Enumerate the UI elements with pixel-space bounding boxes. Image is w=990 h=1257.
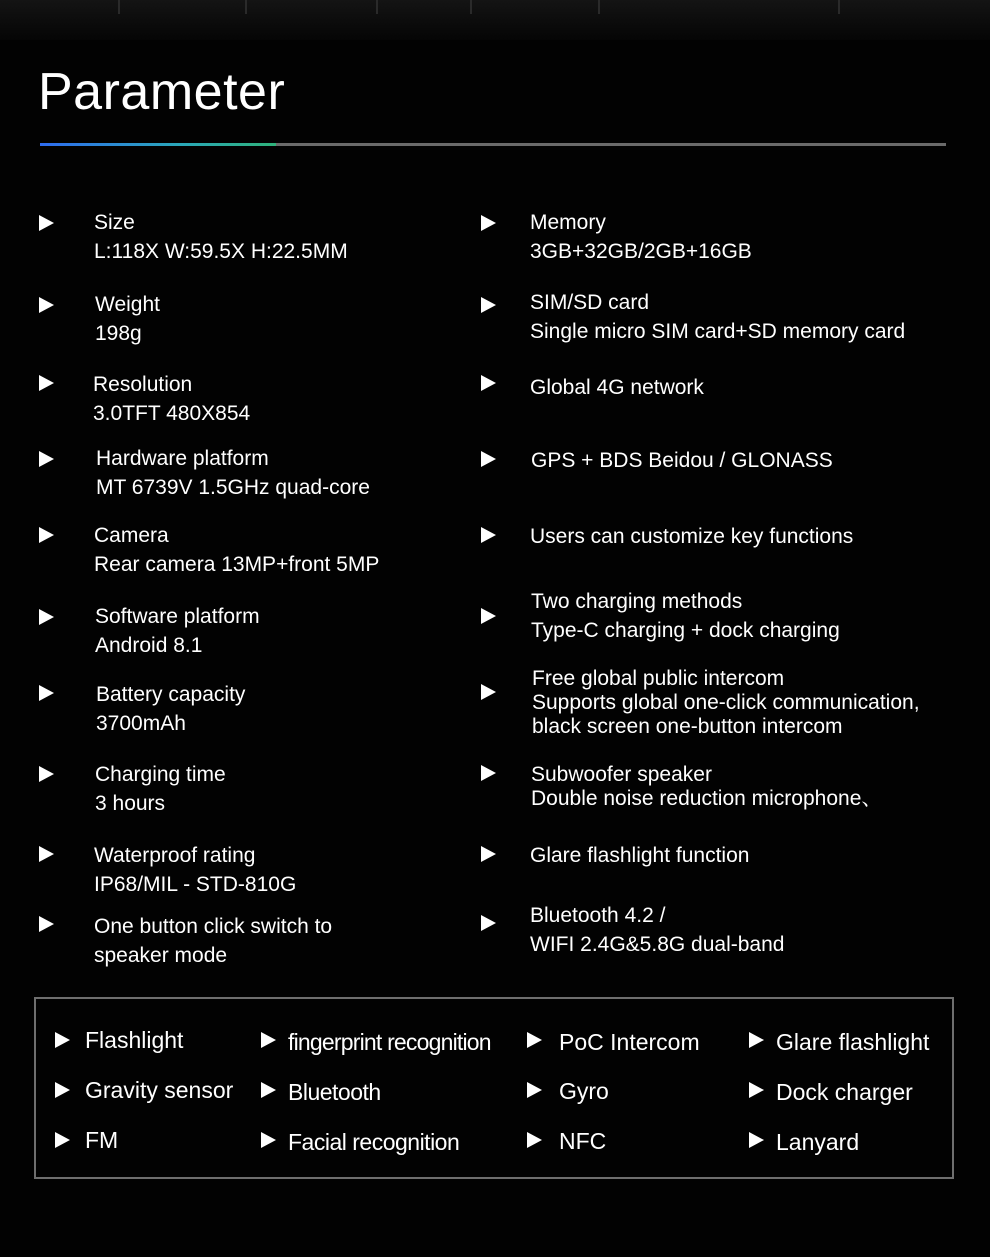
spec-label: Glare flashlight function	[530, 844, 750, 867]
spec-value: Single micro SIM card+SD memory card	[530, 320, 906, 343]
spec-value: Android 8.1	[95, 634, 203, 657]
bullet-arrow-icon	[39, 527, 54, 543]
bullet-arrow-icon	[481, 375, 496, 391]
feature-label: PoC Intercom	[559, 1029, 700, 1055]
feature-label: Glare flashlight	[776, 1029, 930, 1055]
feature-box	[34, 997, 954, 1179]
bullet-arrow-icon	[39, 685, 54, 701]
title-underline-accent	[40, 143, 276, 146]
bullet-arrow-icon	[39, 766, 54, 782]
bullet-arrow-icon	[481, 608, 496, 624]
spec-value: Double noise reduction microphone、	[531, 787, 883, 810]
bullet-arrow-icon	[39, 451, 54, 467]
spec-label: Weight	[95, 293, 160, 316]
spec-value: 198g	[95, 322, 142, 345]
feature-label: Facial recognition	[288, 1129, 460, 1155]
spec-label: Free global public intercom	[532, 667, 785, 690]
spec-label: Hardware platform	[96, 447, 269, 470]
spec-value: 3GB+32GB/2GB+16GB	[530, 240, 752, 263]
spec-value: speaker mode	[94, 944, 228, 967]
bullet-arrow-icon	[261, 1032, 276, 1048]
top-photo-strip	[0, 0, 990, 40]
bullet-arrow-icon	[55, 1082, 70, 1098]
feature-label: fingerprint recognition	[288, 1029, 491, 1055]
bullet-arrow-icon	[481, 684, 496, 700]
bullet-arrow-icon	[527, 1082, 542, 1098]
bullet-arrow-icon	[749, 1032, 764, 1048]
bullet-arrow-icon	[481, 915, 496, 931]
feature-label: Gravity sensor	[85, 1077, 234, 1103]
bullet-arrow-icon	[481, 765, 496, 781]
bullet-arrow-icon	[481, 297, 496, 313]
bullet-arrow-icon	[481, 215, 496, 231]
spec-value: 3 hours	[95, 792, 166, 815]
spec-label: Size	[94, 211, 135, 234]
bullet-arrow-icon	[39, 297, 54, 313]
feature-label: Gyro	[559, 1078, 609, 1104]
spec-label: Waterproof rating	[94, 844, 256, 867]
spec-label: Subwoofer speaker	[531, 763, 712, 786]
spec-value: MT 6739V 1.5GHz quad-core	[96, 476, 370, 499]
bullet-arrow-icon	[39, 846, 54, 862]
spec-label: One button click switch to	[94, 915, 333, 938]
spec-value: L:118X W:59.5X H:22.5MM	[94, 240, 348, 263]
spec-label: Memory	[530, 211, 606, 234]
bullet-arrow-icon	[481, 527, 496, 543]
feature-label: Flashlight	[85, 1027, 184, 1053]
spec-label: Software platform	[95, 605, 260, 628]
bullet-arrow-icon	[39, 916, 54, 932]
spec-label: Battery capacity	[96, 683, 246, 706]
feature-label: FM	[85, 1127, 119, 1153]
feature-label: NFC	[559, 1128, 607, 1154]
bullet-arrow-icon	[261, 1132, 276, 1148]
spec-value: WIFI 2.4G&5.8G dual-band	[530, 933, 785, 956]
bullet-arrow-icon	[55, 1132, 70, 1148]
title-underline	[40, 143, 946, 146]
spec-label: Two charging methods	[531, 590, 743, 613]
bullet-arrow-icon	[527, 1132, 542, 1148]
feature-label: Lanyard	[776, 1129, 860, 1155]
spec-value: 3.0TFT 480X854	[93, 402, 251, 425]
bullet-arrow-icon	[261, 1082, 276, 1098]
spec-label: SIM/SD card	[530, 291, 650, 314]
spec-value: 3700mAh	[96, 712, 186, 735]
bullet-arrow-icon	[749, 1082, 764, 1098]
feature-label: Bluetooth	[288, 1079, 381, 1105]
bullet-arrow-icon	[749, 1132, 764, 1148]
feature-label: Dock charger	[776, 1079, 913, 1105]
bullet-arrow-icon	[39, 215, 54, 231]
bullet-arrow-icon	[527, 1032, 542, 1048]
bullet-arrow-icon	[39, 375, 54, 391]
spec-value: Type-C charging + dock charging	[531, 619, 840, 642]
bullet-arrow-icon	[481, 846, 496, 862]
spec-label: Resolution	[93, 373, 193, 396]
spec-label: Camera	[94, 524, 169, 547]
spec-value: IP68/MIL - STD-810G	[94, 873, 297, 896]
spec-value: Supports global one-click communication,	[532, 691, 920, 714]
spec-value: black screen one-button intercom	[532, 715, 843, 738]
spec-label: Global 4G network	[530, 376, 704, 399]
spec-label: Charging time	[95, 763, 226, 786]
bullet-arrow-icon	[55, 1032, 70, 1048]
spec-label: Bluetooth 4.2 /	[530, 904, 666, 927]
bullet-arrow-icon	[39, 609, 54, 625]
spec-value: Rear camera 13MP+front 5MP	[94, 553, 380, 576]
bullet-arrow-icon	[481, 451, 496, 467]
spec-label: GPS + BDS Beidou / GLONASS	[531, 449, 833, 472]
spec-label: Users can customize key functions	[530, 525, 854, 548]
page-title: Parameter	[38, 63, 286, 121]
